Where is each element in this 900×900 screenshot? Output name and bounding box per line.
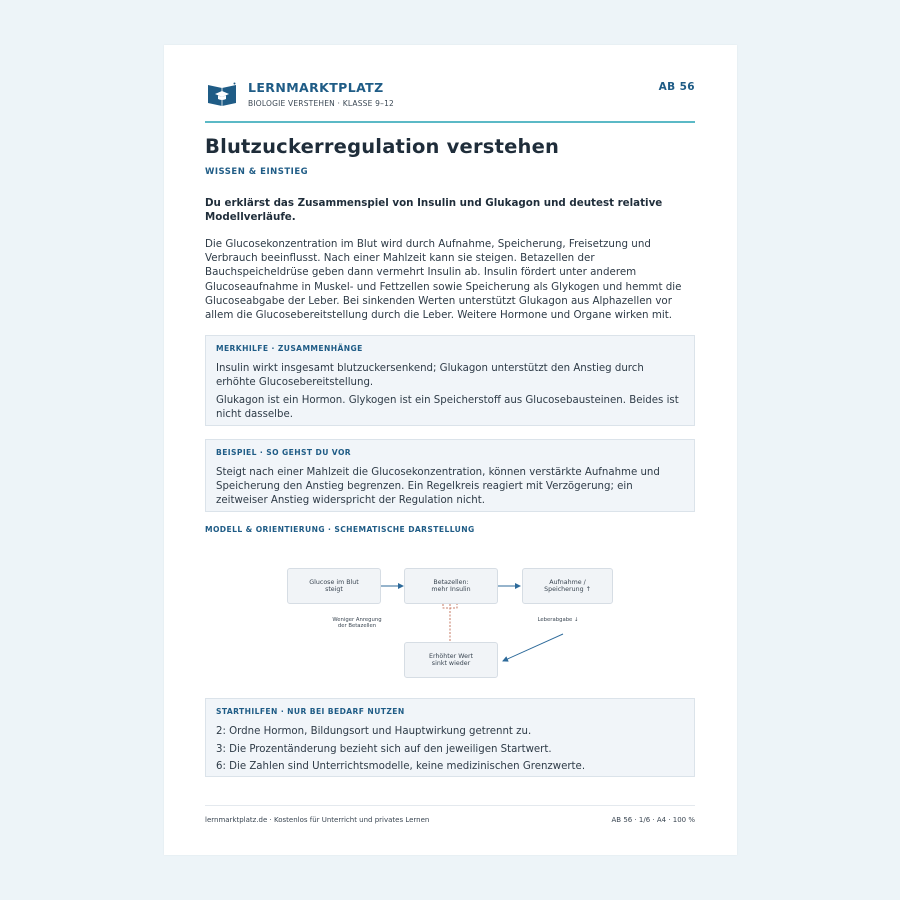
- feedback-dashed-line: [443, 604, 457, 642]
- page-header: [205, 79, 695, 123]
- sheet-id: AB 56: [658, 81, 695, 93]
- merkhilfe-label: MERKHILFE · ZUSAMMENHÄNGE: [216, 344, 363, 353]
- node-uptake-storage: Aufnahme / Speicherung ↑: [522, 568, 613, 604]
- header-divider: [205, 121, 695, 123]
- worksheet-page: [164, 45, 737, 855]
- lead-text: Du erklärst das Zusammenspiel von Insulin und Glukagon und deutest relative Modellverläufe.: [205, 197, 663, 223]
- starthilfen-item: 2: Ordne Hormon, Bildungsort und Hauptwirkung getrennt zu.: [216, 726, 532, 737]
- node-value-falls: Erhöhter Wert sinkt wieder: [404, 642, 498, 678]
- starthilfen-box: [205, 698, 695, 777]
- page-title: Blutzuckerregulation verstehen: [205, 135, 560, 158]
- beispiel-label: BEISPIEL · SO GEHST DU VOR: [216, 448, 352, 457]
- merkhilfe-item: Insulin wirkt insgesamt blutzuckersenkend; Glukagon unterstützt den Anstieg durch erhöhte Glucosebereitstellung.: [216, 363, 644, 388]
- intro-paragraph: Die Glucosekonzentration im Blut wird durch Aufnahme, Speicherung, Freisetzung und Verbrauch beeinflusst. Nach einer Mahlzeit kann sie steigen. Betazellen der Bauchspeicheldrüse geben dann vermehrt Insulin ab. Insulin fördert unter anderem Glucoseaufnahme in Muskel- und Fettzellen sowie Speicherung als Glykogen und hemmt die Glucoseabgabe der Leber. Bei sinkenden Werten unterstützt Glukagon aus Alphazellen vor allem die Glucosebereitstellung durch die Leber. Weitere Hormone und Organe wirken mit.: [205, 238, 682, 322]
- beispiel-text: Steigt nach einer Mahlzeit die Glucosekonzentration, können verstärkte Aufnahme und Speicherung den Anstieg begrenzen. Ein Regelkreis reagiert mit Verzögerung; ein zeitweiser Anstieg widerspricht der Regulation nicht.: [216, 467, 660, 506]
- starthilfen-item: 6: Die Zahlen sind Unterrichtsmodelle, keine medizinischen Grenzwerte.: [216, 761, 586, 772]
- starthilfen-label: STARTHILFEN · NUR BEI BEDARF NUTZEN: [216, 707, 405, 716]
- beispiel-box: [205, 439, 695, 512]
- label-less-stimulation: Weniger Anregung der Betazellen: [332, 617, 382, 630]
- brand-subtitle: BIOLOGIE VERSTEHEN · KLASSE 9–12: [248, 99, 395, 108]
- arrow-uptake-to-lower: [503, 634, 563, 661]
- footer-page-info: AB 56 · 1/6 · A4 · 100 %: [611, 816, 695, 824]
- book-cap-logo-icon: [207, 81, 237, 107]
- starthilfen-item: 3: Die Prozentänderung bezieht sich auf den jeweiligen Startwert.: [216, 743, 552, 755]
- section-subtitle: WISSEN & EINSTIEG: [205, 167, 309, 177]
- model-label: MODELL & ORIENTIERUNG · SCHEMATISCHE DARSTELLUNG: [205, 525, 475, 534]
- merkhilfe-box: [205, 335, 695, 426]
- node-beta-cells: Betazellen: mehr Insulin: [404, 568, 498, 604]
- footer-site: lernmarktplatz.de · Kostenlos für Unterricht und privates Lernen: [205, 816, 430, 824]
- footer-divider: [205, 805, 695, 806]
- merkhilfe-item: Glukagon ist ein Hormon. Glykogen ist ein Speicherstoff aus Glucosebausteinen. Beides ist nicht dasselbe.: [216, 395, 679, 420]
- regulation-diagram: [205, 548, 695, 698]
- brand-name: LERNMARKTPLATZ: [248, 80, 384, 95]
- label-liver-output: Leberabgabe ↓: [537, 617, 579, 623]
- node-glucose-rises: Glucose im Blut steigt: [287, 568, 381, 604]
